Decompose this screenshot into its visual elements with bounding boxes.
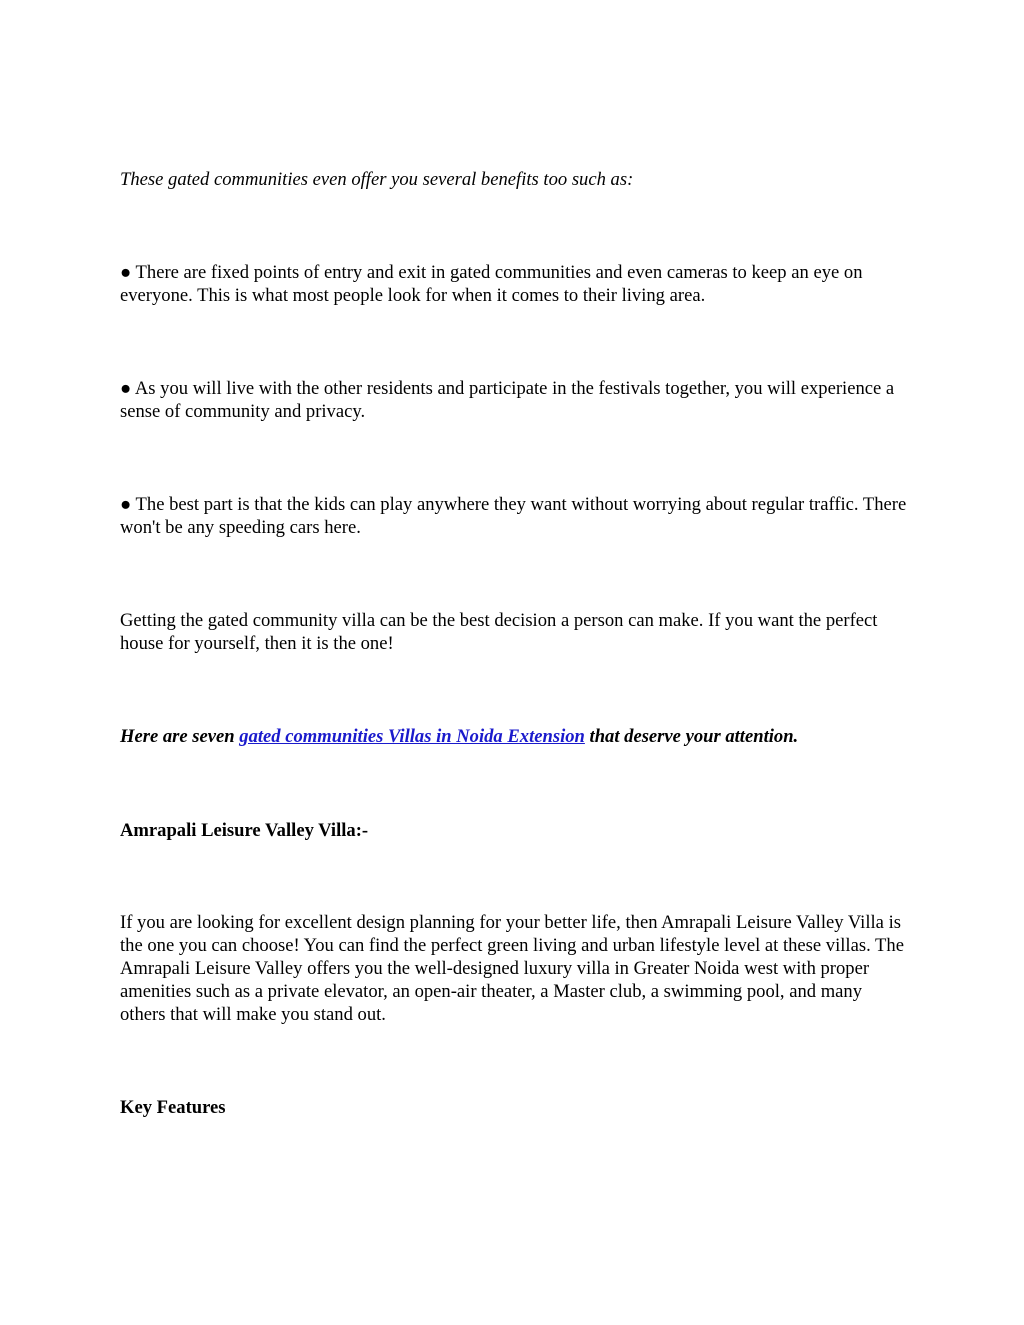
callout-text-after: that deserve your attention.: [584, 726, 799, 747]
amrapali-description-paragraph: If you are looking for excellent design planning for your better life, then Amrapali Leisure Valley Villa is the one you can choose! You can find the perfect green living and urban lifestyle level at these villas. The Amrapali Leisure Valley offers you the well-designed luxury villa in Greater Noida west with proper amenities such as a private elevator, an open-air theater, a Master club, a swimming pool, and many others that will make you stand out.: [120, 912, 904, 1025]
key-features-heading: Key Features: [120, 1097, 226, 1118]
callout-paragraph: [120, 725, 910, 748]
callout-text-before: Here are seven: [120, 726, 240, 747]
noida-extension-villas-link[interactable]: gated communities Villas in Noida Extension: [239, 726, 585, 747]
intro-paragraph: These gated communities even offer you several benefits too such as:: [120, 169, 634, 190]
benefit-bullet-entry-exit: ● There are fixed points of entry and exit in gated communities and even cameras to keep an eye on everyone. This is what most people look for when it comes to their living area.: [120, 262, 863, 306]
section-heading-amrapali: Amrapali Leisure Valley Villa:-: [120, 820, 369, 841]
benefit-bullet-kids-play: ● The best part is that the kids can play anywhere they want without worrying about regular traffic. There won't be any speeding cars here.: [120, 494, 907, 538]
benefit-bullet-community: ● As you will live with the other residents and participate in the festivals together, you will experience a sense of community and privacy.: [120, 378, 895, 422]
conclusion-paragraph: Getting the gated community villa can be the best decision a person can make. If you want the perfect house for yourself, then it is the one!: [120, 610, 878, 654]
